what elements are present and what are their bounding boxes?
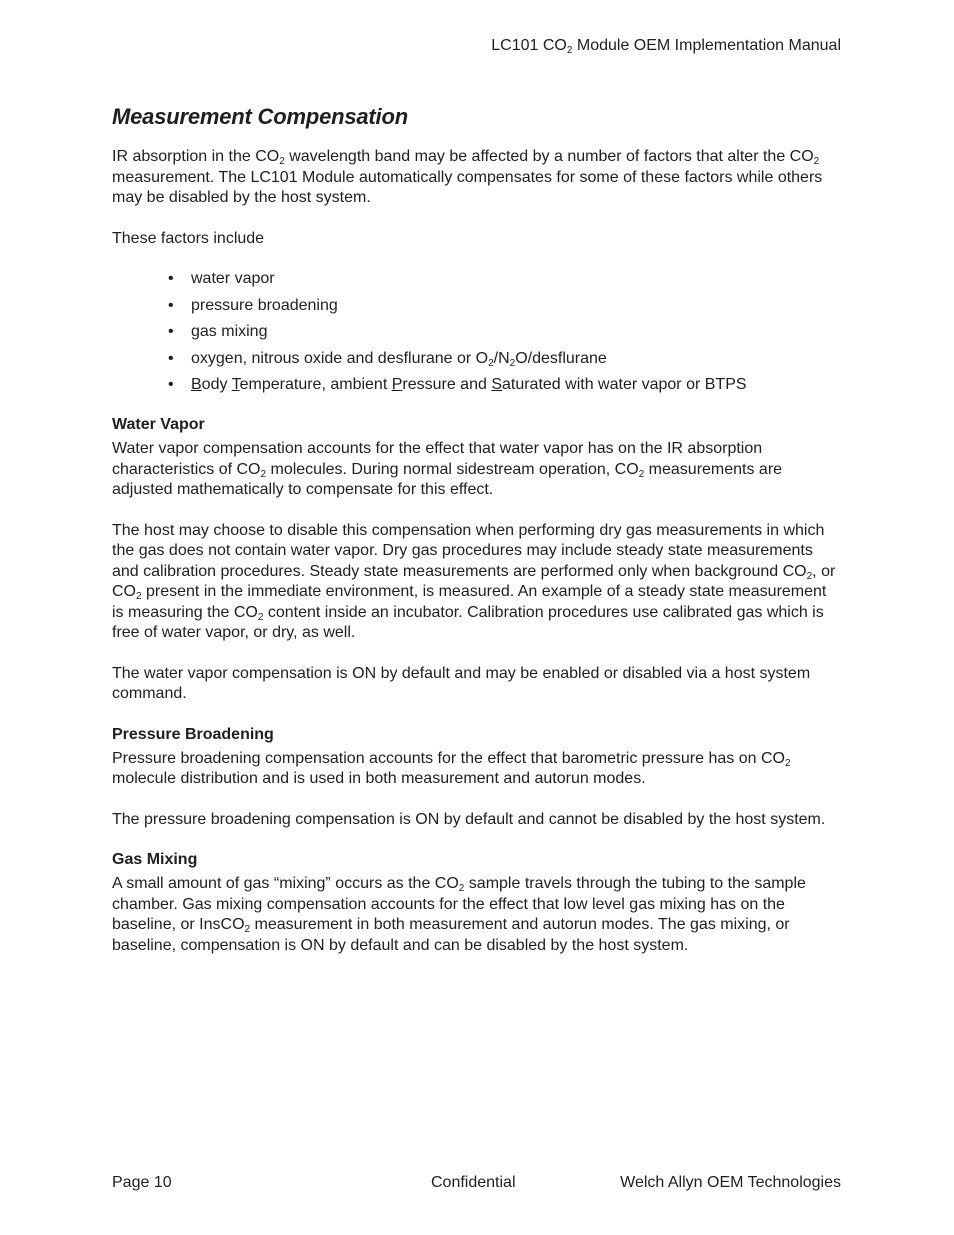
page-body <box>112 104 842 956</box>
water-vapor-heading: Water Vapor <box>112 416 205 433</box>
list-item: • gas mixing <box>168 323 268 340</box>
bullet: • <box>168 296 174 314</box>
factors-intro: These factors include <box>112 229 265 247</box>
bullet: • <box>168 270 174 287</box>
footer-page-number: Page 10 <box>112 1174 172 1191</box>
list-item: • Body Temperature, ambient Pressure and Saturated with water vapor or BTPS <box>168 376 747 393</box>
gas-mixing-heading: Gas Mixing <box>112 851 198 868</box>
bullet: • <box>168 349 174 367</box>
pressure-paragraph: The pressure broadening compensation is ON by default and cannot be disabled by the host system. <box>112 810 826 828</box>
intro-paragraph: IR absorption in the $CO_2$ wavelength band may be affected by a number of factors that alter the $CO_2$ measurement. The LC101 Module automatically compensates for some of these factors while others may be disabled by the host system. <box>112 148 823 206</box>
bullet: • <box>168 323 174 340</box>
list-item: • pressure broadening <box>168 296 338 314</box>
gas-mixing-paragraph: A small amount of gas “mixing” occurs as the $CO_2$ sample travels through the tubing to the sample chamber. Gas mixing compensation accounts for the effect that low level gas mixing has on the baseline, or InsCO$_2$ measurement in both measurement and autorun modes. The gas mixing, or baseline, compensation is ON by default and can be disabled by the host system. <box>112 875 806 954</box>
running-header: LC101 $CO_2$ Module OEM Implementation Manual <box>491 37 841 56</box>
footer-confidential: Confidential <box>431 1174 516 1191</box>
bullet: • <box>168 376 174 393</box>
pressure-broadening-heading: Pressure Broadening <box>112 725 274 743</box>
section-title: Measurement Compensation <box>112 104 408 129</box>
pressure-paragraph: Pressure broadening compensation accounts for the effect that barometric pressure has on $CO_2$ molecule distribution and is used in both measurement and autorun modes. <box>112 749 791 787</box>
water-vapor-paragraph: The host may choose to disable this compensation when performing dry gas measurements in which the gas does not contain water vapor. Dry gas procedures may include steady state measurements and calibration procedures. Steady state measurements are performed only when background $CO_2$, or $CO_2$ present in the immediate environment, is measured. An example of a steady state measurement is measuring the $CO_2$ content inside an incubator. Calibration procedures use calibrated gas which is free of water vapor, or dry, as well. <box>112 521 836 641</box>
list-item: • oxygen, nitrous oxide and desflurane or $O_2/N_2O$/desflurane <box>168 349 607 369</box>
water-vapor-paragraph: The water vapor compensation is ON by default and may be enabled or disabled via a host system command. <box>112 664 811 702</box>
water-vapor-paragraph: Water vapor compensation accounts for the effect that water vapor has on the IR absorption characteristics of $CO_2$ molecules. During normal sidestream operation, $CO_2$ measurements are adjusted mathematically to compensate for this effect. <box>112 440 783 498</box>
factors-list <box>112 269 842 395</box>
footer-company: Welch Allyn OEM Technologies <box>620 1174 841 1191</box>
list-item: • water vapor <box>168 270 275 287</box>
